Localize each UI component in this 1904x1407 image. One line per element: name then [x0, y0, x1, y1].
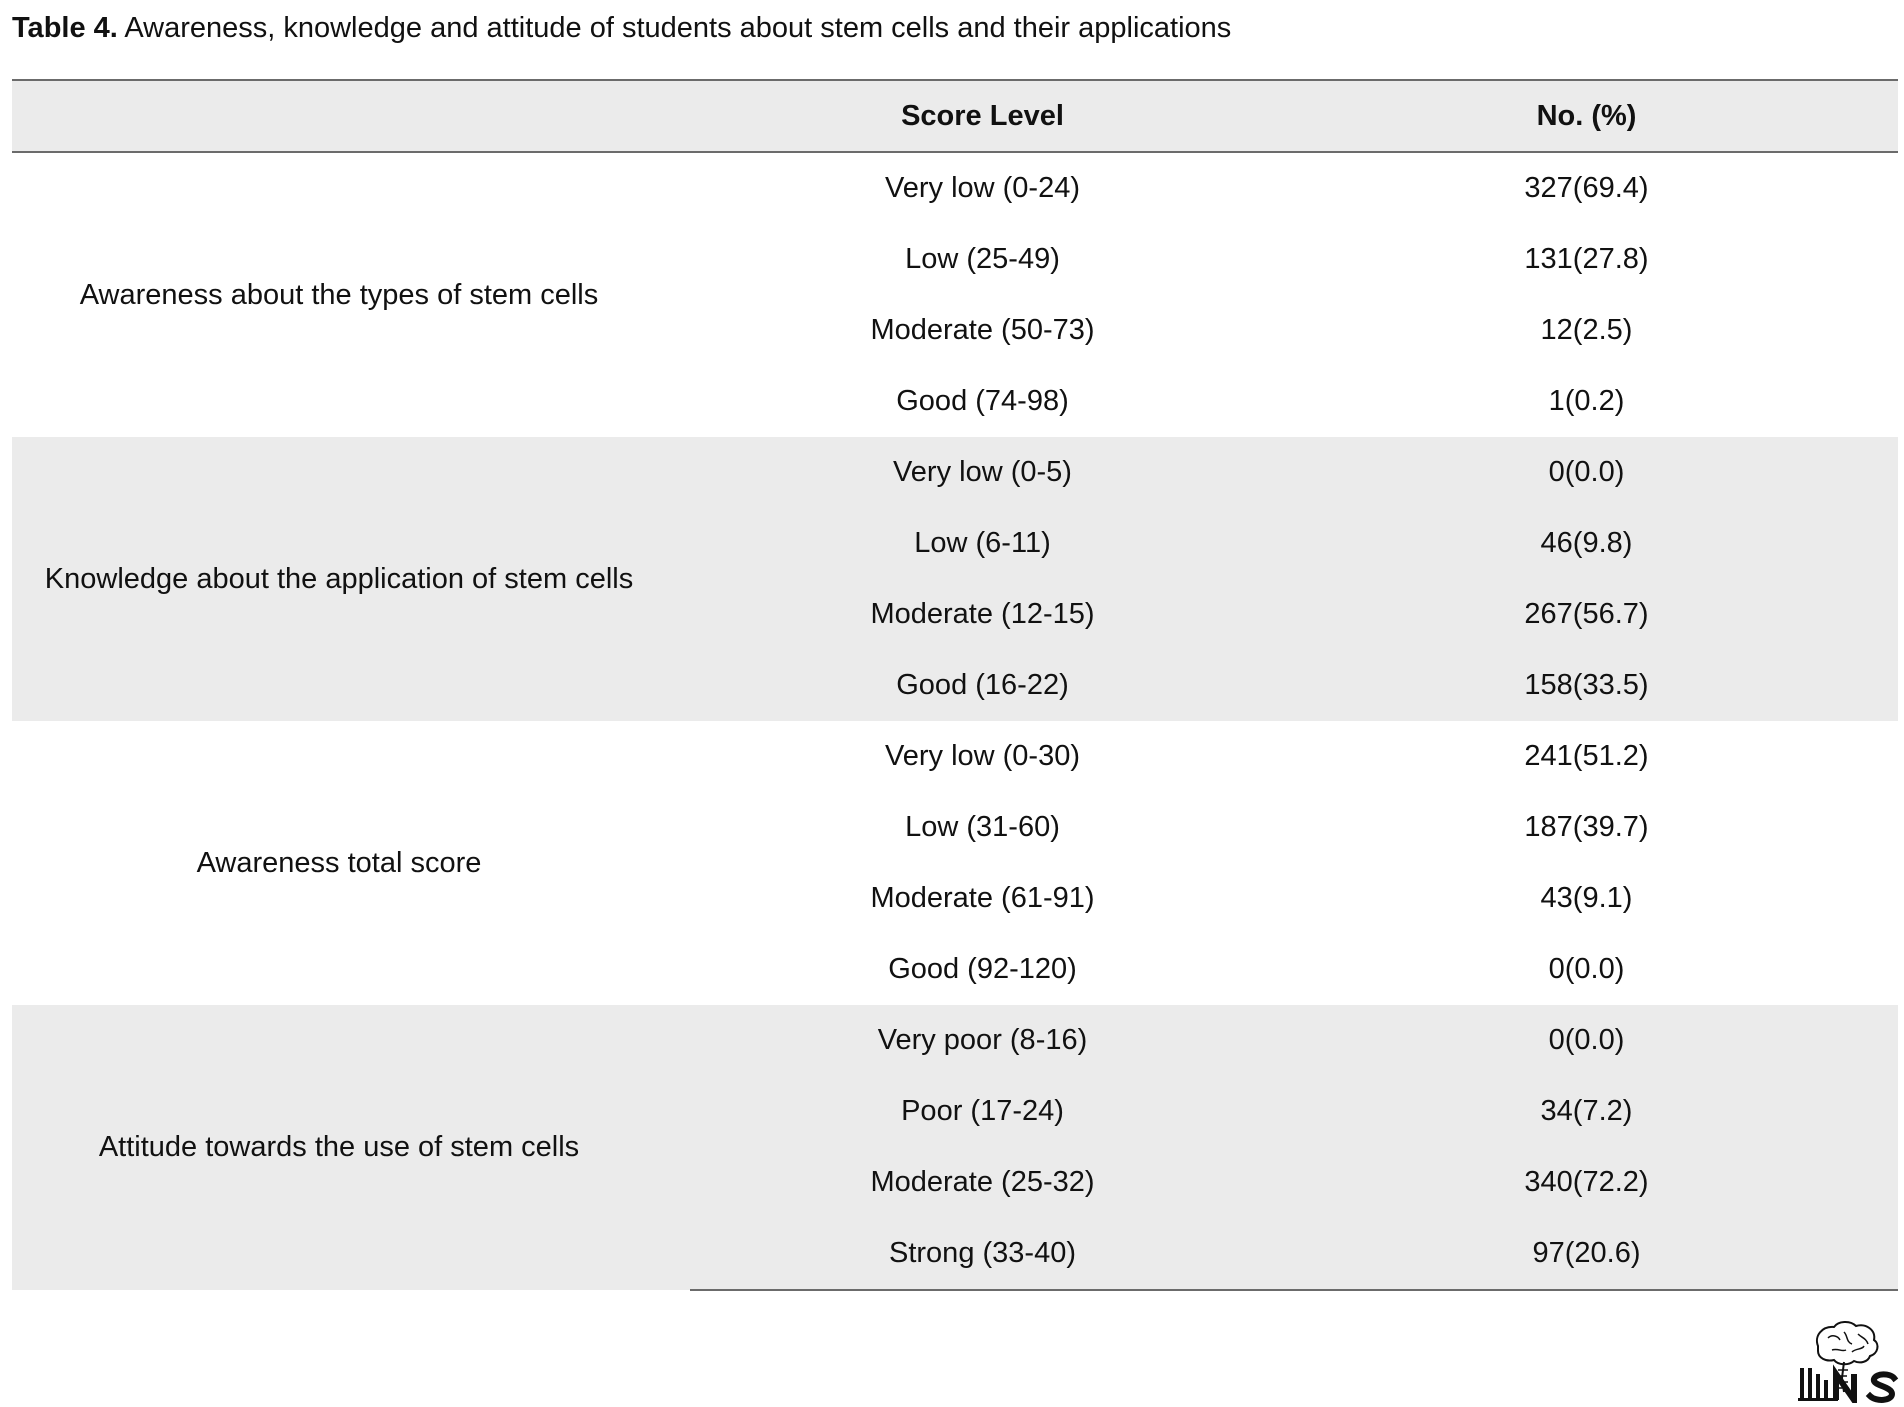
caption-text: Awareness, knowledge and attitude of students about stem cells and their applications	[124, 12, 1232, 44]
count-cell: 0(0.0)	[1548, 953, 1625, 985]
score-level-cell: Good (74-98)	[896, 385, 1069, 417]
count-cell: 0(0.0)	[1275, 437, 1898, 508]
score-level-cell: Moderate (50-73)	[870, 314, 1095, 346]
count-cell: 12(2.5)	[1540, 314, 1633, 346]
count-cell: 241(51.2)	[1524, 740, 1649, 772]
row-category: Awareness about the types of stem cells	[79, 278, 599, 311]
data-table-container	[12, 79, 1898, 1291]
header-count-percent: No. (%)	[1275, 80, 1898, 152]
count-cell: 187(39.7)	[1524, 811, 1649, 843]
count-cell: 267(56.7)	[1275, 579, 1898, 650]
table-row	[12, 152, 1898, 224]
score-level-cell: Moderate (12-15)	[690, 579, 1275, 650]
score-level-cell: Good (92-120)	[888, 953, 1077, 985]
header-score-level: Score Level	[690, 80, 1275, 152]
caption-label: Table 4.	[12, 12, 118, 44]
score-level-cell: Low (25-49)	[905, 243, 1060, 275]
data-table	[12, 79, 1898, 1291]
count-cell: 46(9.8)	[1275, 508, 1898, 579]
count-cell: 340(72.2)	[1275, 1147, 1898, 1218]
count-cell: 158(33.5)	[1275, 650, 1898, 721]
score-level-cell: Low (31-60)	[905, 811, 1060, 843]
score-level-cell: Poor (17-24)	[690, 1076, 1275, 1147]
count-cell: 327(69.4)	[1524, 172, 1649, 204]
score-level-cell: Moderate (25-32)	[690, 1147, 1275, 1218]
count-cell: 0(0.0)	[1275, 1005, 1898, 1076]
score-level-cell: Very low (0-24)	[884, 172, 1080, 204]
count-cell: 34(7.2)	[1275, 1076, 1898, 1147]
table-caption	[12, 8, 1231, 48]
table-body	[12, 152, 1898, 1290]
header-category	[12, 80, 690, 152]
row-category: Attitude towards the use of stem cells	[12, 1005, 690, 1290]
count-cell: 43(9.1)	[1540, 882, 1633, 914]
score-level-cell: Strong (33-40)	[690, 1218, 1275, 1290]
count-cell: 1(0.2)	[1548, 385, 1625, 417]
table-header-row	[12, 80, 1898, 152]
score-level-cell: Very low (0-5)	[690, 437, 1275, 508]
row-category: Knowledge about the application of stem cells	[12, 437, 690, 721]
table-row	[12, 721, 1898, 792]
table-row	[12, 437, 1898, 508]
table-row	[12, 1005, 1898, 1076]
count-cell: 97(20.6)	[1275, 1218, 1898, 1290]
score-level-cell: Very low (0-30)	[884, 740, 1080, 772]
score-level-cell: Good (16-22)	[690, 650, 1275, 721]
score-level-cell: Very poor (8-16)	[690, 1005, 1275, 1076]
count-cell: 131(27.8)	[1524, 243, 1649, 275]
score-level-cell: Moderate (61-91)	[870, 882, 1095, 914]
brain-logo-icon	[1796, 1318, 1900, 1403]
row-category: Awareness total score	[196, 846, 482, 879]
score-level-cell: Low (6-11)	[690, 508, 1275, 579]
